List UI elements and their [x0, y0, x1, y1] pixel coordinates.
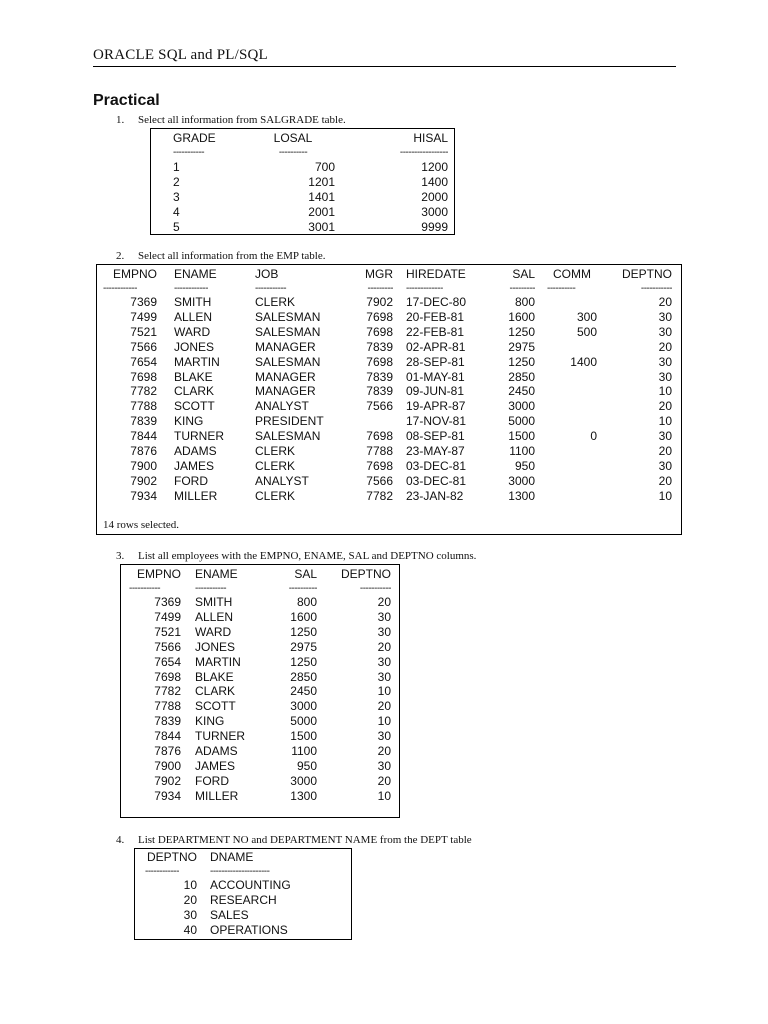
column-divider: ----------- [255, 283, 287, 294]
emp-subset-table [120, 564, 400, 818]
table-cell: SCOTT [195, 699, 236, 714]
table-cell: 7782 [154, 684, 181, 699]
table-cell: 23-JAN-82 [406, 488, 464, 503]
table-cell: 03-DEC-81 [406, 458, 467, 473]
column-header: SAL [294, 567, 317, 581]
table-cell: 800 [514, 295, 535, 309]
question-number: 2. [116, 250, 125, 262]
table-cell: JAMES [195, 758, 236, 773]
table-cell: ANALYST [255, 399, 309, 414]
table-cell: SMITH [195, 595, 233, 609]
table-cell: 40 [183, 923, 197, 937]
column-divider: ---------- [547, 283, 576, 294]
column-divider: ----------- [359, 583, 391, 594]
table-cell: 20 [658, 473, 672, 488]
table-cell: 7782 [130, 384, 157, 399]
table-cell: 7788 [366, 444, 393, 458]
table-cell: CLERK [255, 444, 296, 458]
table-cell: 1201 [308, 174, 335, 189]
table-cell: SALESMAN [255, 429, 321, 444]
question-3 [116, 550, 476, 562]
table-cell: 08-SEP-81 [406, 429, 465, 444]
table-cell: 1200 [421, 160, 448, 174]
table-cell: 1500 [508, 429, 535, 444]
table-cell: 30 [377, 758, 391, 773]
table-cell: JONES [195, 639, 236, 654]
table-cell: MARTIN [174, 354, 220, 369]
table-cell: 7499 [154, 609, 181, 624]
table-cell: 7934 [130, 488, 157, 503]
table-cell: ADAMS [174, 444, 217, 458]
table-cell: 7369 [130, 295, 157, 309]
table-cell: ANALYST [255, 473, 309, 488]
table-cell: MANAGER [255, 369, 316, 384]
table-cell: 1400 [570, 354, 597, 369]
table-cell: 2975 [508, 339, 535, 354]
table-cell: 7521 [130, 324, 157, 339]
table-cell: 7839 [366, 339, 393, 354]
table-cell: PRESIDENT [255, 414, 324, 429]
column-divider: ------------ [103, 283, 137, 294]
question-text: List all employees with the EMPNO, ENAME, SAL and DEPTNO columns. [138, 550, 477, 562]
table-cell: 9999 [421, 219, 448, 234]
column-divider: ----------- [640, 283, 672, 294]
column-divider: ----------- [173, 147, 205, 158]
table-cell: 23-MAY-87 [406, 444, 465, 458]
table-cell: WARD [195, 624, 232, 639]
question-4 [116, 834, 472, 846]
table-cell: 3 [173, 189, 180, 204]
page-heading: Practical [93, 92, 160, 109]
table-cell: RESEARCH [210, 893, 277, 907]
table-cell: 20 [377, 639, 391, 654]
table-cell: 3000 [290, 773, 317, 788]
document-header: ORACLE SQL and PL/SQL [93, 47, 268, 63]
table-cell: 7698 [366, 309, 393, 324]
table-cell: 1300 [290, 788, 317, 803]
table-cell: SALESMAN [255, 324, 321, 339]
table-cell: 20 [377, 773, 391, 788]
table-cell: 02-APR-81 [406, 339, 466, 354]
table-cell: 3000 [421, 204, 448, 219]
table-cell: 30 [377, 654, 391, 669]
table-cell: 7844 [130, 429, 157, 444]
table-cell: SALESMAN [255, 354, 321, 369]
column-divider: ---------- [288, 583, 317, 594]
column-header: COMM [553, 267, 591, 281]
table-cell: 1100 [291, 744, 317, 758]
table-cell: KING [174, 414, 204, 429]
table-cell: 2450 [508, 384, 535, 399]
table-cell: 30 [377, 609, 391, 624]
table-cell: 17-DEC-80 [406, 295, 467, 309]
table-cell: 20-FEB-81 [406, 309, 465, 324]
column-header: HIREDATE [406, 267, 466, 281]
table-cell: 7876 [154, 744, 181, 758]
table-cell: TURNER [174, 429, 224, 444]
question-text: List DEPARTMENT NO and DEPARTMENT NAME from the DEPT table [138, 834, 472, 846]
table-cell: JAMES [174, 458, 215, 473]
table-cell: 7698 [154, 669, 181, 684]
table-cell: 30 [377, 729, 391, 744]
table-cell: 7839 [366, 384, 393, 399]
table-cell: 10 [183, 878, 197, 892]
table-cell: 20 [183, 893, 197, 907]
table-cell: TURNER [195, 729, 245, 744]
column-header: DNAME [210, 850, 254, 864]
column-header: DEPTNO [146, 850, 197, 864]
table-cell: 20 [377, 744, 391, 758]
table-cell: 7566 [130, 339, 157, 354]
table-cell: 20 [377, 595, 391, 609]
table-cell: CLERK [255, 458, 296, 473]
table-cell: 1 [173, 160, 180, 174]
table-cell: 01-MAY-81 [406, 369, 465, 384]
column-header: EMPNO [112, 267, 157, 281]
table-cell: ALLEN [174, 309, 213, 324]
table-cell: 7521 [154, 624, 181, 639]
table-cell: 500 [576, 324, 597, 339]
column-header: HISAL [413, 131, 448, 145]
table-cell: 1401 [308, 189, 335, 204]
table-cell: MARTIN [195, 654, 241, 669]
salgrade-table [150, 128, 455, 235]
table-cell: 20 [658, 444, 672, 458]
column-header: DEPTNO [340, 567, 391, 581]
table-cell: 2000 [421, 189, 448, 204]
column-header: LOSAL [273, 131, 313, 145]
table-cell: 4 [173, 204, 180, 219]
table-cell: 1600 [290, 609, 317, 624]
column-header: GRADE [173, 131, 216, 145]
table-cell: 3001 [308, 219, 335, 234]
table-cell: 7788 [154, 699, 181, 714]
table-cell: 20 [658, 399, 672, 414]
question-number: 4. [116, 834, 125, 846]
column-divider: ----------- [129, 583, 161, 594]
table-cell: 7698 [366, 429, 393, 444]
question-text: Select all information from the EMP table. [138, 250, 326, 262]
table-cell: 3000 [290, 699, 317, 714]
table-cell: 7499 [130, 309, 157, 324]
table-cell: 2850 [508, 369, 535, 384]
table-cell: 2975 [290, 639, 317, 654]
table-cell: 7839 [154, 714, 181, 729]
table-cell: ADAMS [195, 744, 238, 758]
table-cell: FORD [174, 473, 208, 488]
table-cell: BLAKE [195, 669, 234, 684]
table-cell: 30 [658, 429, 672, 444]
table-cell: 1250 [290, 624, 317, 639]
table-cell: 7566 [154, 639, 181, 654]
column-header: DEPTNO [621, 267, 672, 281]
column-divider: --------- [509, 283, 535, 294]
column-header: MGR [365, 267, 393, 281]
table-cell: ACCOUNTING [210, 878, 291, 892]
table-cell: FORD [195, 773, 229, 788]
column-divider: ------------ [145, 866, 179, 877]
table-cell: 1250 [290, 654, 317, 669]
table-cell: 20 [658, 295, 672, 309]
column-divider: ----------- [195, 583, 227, 594]
table-cell: 09-JUN-81 [406, 384, 465, 399]
question-number: 1. [116, 114, 125, 126]
table-cell: 7654 [154, 654, 181, 669]
column-divider: ------------ [174, 283, 208, 294]
header-rule [93, 66, 676, 67]
table-cell: CLARK [195, 684, 236, 699]
table-cell: 19-APR-87 [406, 399, 466, 414]
table-cell: 28-SEP-81 [406, 354, 465, 369]
column-header: EMPNO [136, 567, 181, 581]
column-header: ENAME [174, 267, 217, 281]
table-cell: 7902 [154, 773, 181, 788]
dept-table [134, 848, 352, 940]
table-cell: 300 [576, 309, 597, 324]
table-cell: 1400 [421, 174, 448, 189]
question-number: 3. [116, 550, 125, 562]
table-cell: 1100 [509, 444, 535, 458]
table-cell: 7698 [130, 369, 157, 384]
table-cell: 30 [658, 324, 672, 339]
table-cell: 5000 [290, 714, 317, 729]
table-cell: MILLER [174, 488, 218, 503]
table-cell: 7654 [130, 354, 157, 369]
table-cell: 800 [296, 595, 317, 609]
question-1 [116, 114, 346, 126]
table-cell: 17-NOV-81 [406, 414, 467, 429]
table-cell: 7839 [130, 414, 157, 429]
table-cell: MILLER [195, 788, 239, 803]
table-cell: 1250 [508, 354, 535, 369]
column-divider: ---------- [278, 147, 308, 158]
table-cell: OPERATIONS [210, 923, 288, 937]
column-divider: --------- [367, 283, 393, 294]
table-cell: CLERK [255, 488, 296, 503]
table-cell: 10 [377, 714, 391, 729]
table-cell: 10 [658, 414, 672, 429]
table-cell: 7788 [130, 399, 157, 414]
table-cell: 7900 [154, 758, 181, 773]
table-cell: 7698 [366, 324, 393, 339]
table-cell: 30 [377, 624, 391, 639]
table-cell: 30 [183, 908, 197, 922]
emp-table [96, 264, 682, 535]
table-cell: 10 [377, 788, 391, 803]
table-cell: JONES [174, 339, 215, 354]
table-cell: 20 [658, 339, 672, 354]
table-cell: 30 [658, 354, 672, 369]
table-cell: 3000 [508, 399, 535, 414]
table-cell: WARD [174, 324, 211, 339]
column-header: SAL [512, 267, 535, 281]
table-cell: 950 [514, 458, 535, 473]
table-cell: 2450 [290, 684, 317, 699]
column-divider: --------------------- [210, 866, 270, 877]
column-header: JOB [255, 267, 279, 281]
table-cell: 5 [173, 219, 180, 234]
column-divider: ------------- [406, 283, 443, 294]
table-cell: 2001 [308, 204, 335, 219]
table-cell: 1300 [508, 488, 535, 503]
table-cell: 0 [590, 429, 597, 444]
table-cell: 2 [173, 174, 180, 189]
table-cell: SCOTT [174, 399, 215, 414]
table-cell: 1600 [508, 309, 535, 324]
table-cell: 30 [658, 309, 672, 324]
table-cell: 10 [658, 384, 672, 399]
table-cell: 7844 [154, 729, 181, 744]
table-cell: 7902 [130, 473, 157, 488]
table-cell: 7900 [130, 458, 157, 473]
table-cell: 2850 [290, 669, 317, 684]
table-cell: SALESMAN [255, 309, 321, 324]
rows-selected-note: 14 rows selected. [103, 519, 180, 531]
table-cell: 03-DEC-81 [406, 473, 467, 488]
table-cell: BLAKE [174, 369, 213, 384]
table-cell: 3000 [508, 473, 535, 488]
column-divider: ----------------- [399, 147, 448, 158]
table-cell: 7566 [366, 473, 393, 488]
table-cell: CLARK [174, 384, 215, 399]
column-header: ENAME [195, 567, 238, 581]
table-cell: 30 [658, 369, 672, 384]
table-cell: 22-FEB-81 [406, 324, 465, 339]
table-cell: 950 [296, 758, 317, 773]
table-cell: SMITH [174, 295, 212, 309]
table-cell: 30 [658, 458, 672, 473]
table-cell: 7698 [366, 354, 393, 369]
table-cell: 7369 [154, 595, 181, 609]
table-cell: MANAGER [255, 339, 316, 354]
table-cell: 10 [377, 684, 391, 699]
table-cell: 7934 [154, 788, 181, 803]
table-cell: 7566 [366, 399, 393, 414]
table-cell: 7902 [366, 295, 393, 309]
table-cell: 700 [314, 160, 335, 174]
table-cell: 1250 [508, 324, 535, 339]
table-cell: CLERK [255, 295, 296, 309]
table-cell: MANAGER [255, 384, 316, 399]
table-cell: 7839 [366, 369, 393, 384]
table-cell: 7782 [366, 488, 393, 503]
table-cell: 1500 [290, 729, 317, 744]
table-cell: 5000 [508, 414, 535, 429]
table-cell: 30 [377, 669, 391, 684]
question-2 [116, 250, 325, 262]
question-text: Select all information from SALGRADE table. [138, 114, 346, 126]
table-cell: KING [195, 714, 225, 729]
table-cell: 7698 [366, 458, 393, 473]
table-cell: 10 [658, 488, 672, 503]
table-cell: SALES [210, 908, 249, 922]
table-cell: 20 [377, 699, 391, 714]
table-cell: ALLEN [195, 609, 234, 624]
table-cell: 7876 [130, 444, 157, 458]
